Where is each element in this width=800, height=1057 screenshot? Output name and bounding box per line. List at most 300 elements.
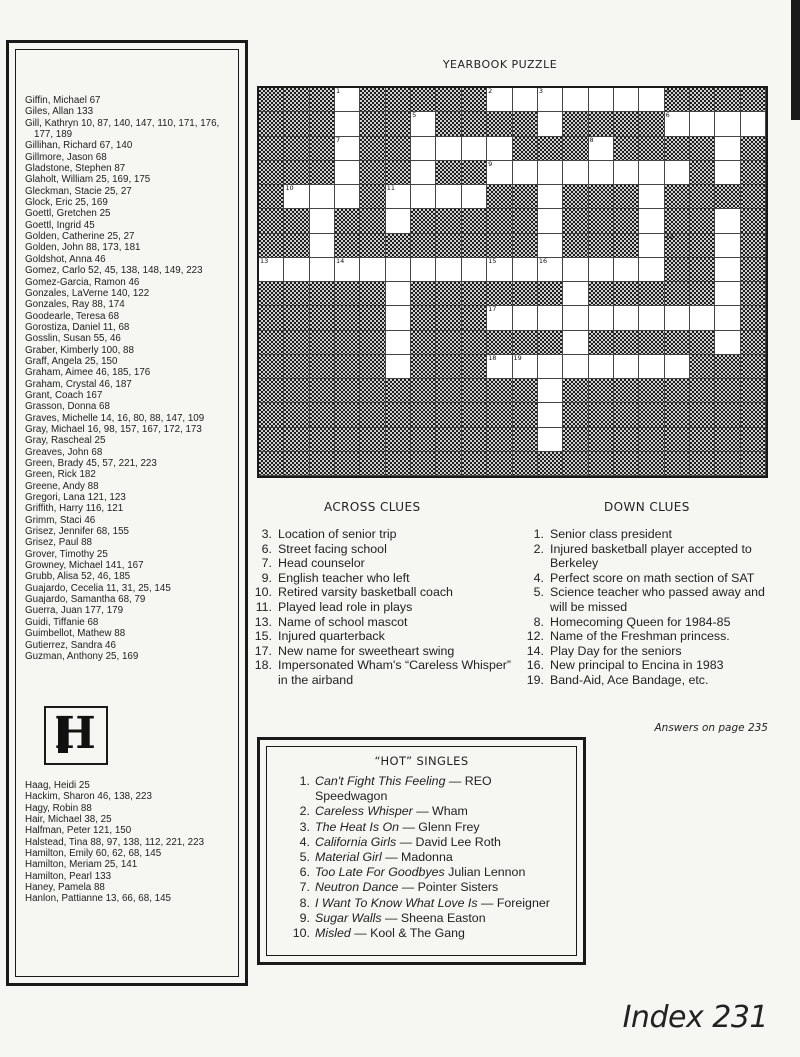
clue-number: 19 xyxy=(513,353,522,362)
grid-entry-cell[interactable] xyxy=(310,185,335,209)
grid-block-cell xyxy=(665,282,690,306)
grid-entry-cell[interactable] xyxy=(411,137,436,161)
grid-entry-cell[interactable] xyxy=(639,234,664,258)
across-clue xyxy=(252,571,520,586)
grid-block-cell xyxy=(741,88,766,112)
grid-block-cell xyxy=(690,88,715,112)
grid-entry-cell[interactable] xyxy=(538,185,563,209)
grid-entry-cell[interactable] xyxy=(614,306,639,330)
index-entry: Gonzales, Ray 88, 174 xyxy=(25,299,125,311)
clue-num: 2. xyxy=(533,541,544,556)
index-entry: Hamilton, Pearl 133 xyxy=(25,870,112,882)
grid-entry-cell[interactable] xyxy=(538,209,563,233)
grid-block-cell xyxy=(462,355,487,379)
grid-entry-cell[interactable] xyxy=(386,282,411,306)
grid-block-cell xyxy=(310,452,335,476)
single-text xyxy=(315,850,453,865)
down-clue xyxy=(524,542,766,571)
index-entry: Graves, Michelle 14, 16, 80, 88, 147, 109 xyxy=(25,412,205,424)
grid-block-cell xyxy=(259,137,284,161)
song-title: The Heat Is On xyxy=(315,819,400,834)
across-clue xyxy=(252,644,520,659)
grid-block-cell xyxy=(436,403,461,427)
index-entry: Grimm, Staci 46 xyxy=(25,514,96,526)
grid-entry-cell[interactable] xyxy=(538,379,563,403)
grid-entry-cell[interactable] xyxy=(563,161,588,185)
grid-entry-cell[interactable] xyxy=(335,185,360,209)
clue-number: 18 xyxy=(488,353,497,362)
grid-block-cell xyxy=(639,137,664,161)
grid-entry-cell[interactable] xyxy=(563,355,588,379)
grid-block-cell xyxy=(589,234,614,258)
crossword-grid xyxy=(257,86,768,478)
clue-num: 3. xyxy=(261,527,272,541)
index-entry: Guajardo, Cecelia 11, 31, 25, 145 xyxy=(25,582,171,594)
grid-block-cell xyxy=(589,428,614,452)
clue-number: 4 xyxy=(665,87,670,95)
grid-block-cell xyxy=(310,282,335,306)
grid-block-cell xyxy=(741,355,766,379)
grid-entry-cell[interactable] xyxy=(665,112,690,136)
index-entry: Guimbellot, Mathew 88 xyxy=(25,628,126,640)
grid-block-cell xyxy=(386,88,411,112)
grid-entry-cell[interactable] xyxy=(715,161,740,185)
grid-entry-cell[interactable] xyxy=(639,161,664,185)
grid-entry-cell[interactable] xyxy=(411,258,436,282)
single-item xyxy=(292,880,560,895)
grid-block-cell xyxy=(259,428,284,452)
grid-block-cell xyxy=(715,379,740,403)
grid-entry-cell[interactable] xyxy=(563,306,588,330)
index-entry: Gillihan, Richard 67, 140 xyxy=(25,140,133,152)
grid-entry-cell[interactable] xyxy=(436,258,461,282)
artist-name: Julian Lennon xyxy=(444,865,526,880)
grid-block-cell xyxy=(310,403,335,427)
index-entry: Guidi, Tiffanie 68 xyxy=(25,616,99,628)
grid-entry-cell[interactable] xyxy=(513,258,538,282)
grid-block-cell xyxy=(563,209,588,233)
grid-block-cell xyxy=(513,185,538,209)
index-entry: Hamilton, Emily 60, 62, 68, 145 xyxy=(25,848,162,860)
grid-block-cell xyxy=(589,331,614,355)
grid-entry-cell[interactable] xyxy=(487,306,512,330)
grid-block-cell xyxy=(411,379,436,403)
grid-block-cell xyxy=(284,306,309,330)
grid-entry-cell[interactable] xyxy=(310,258,335,282)
grid-block-cell xyxy=(436,161,461,185)
grid-block-cell xyxy=(487,403,512,427)
grid-block-cell xyxy=(690,428,715,452)
grid-entry-cell[interactable] xyxy=(335,161,360,185)
index-entry: Glock, Eric 25, 169 xyxy=(25,197,108,209)
index-entry: Grisez, Jennifer 68, 155 xyxy=(25,526,130,538)
across-heading: ACROSS CLUES xyxy=(324,500,421,514)
grid-block-cell xyxy=(639,112,664,136)
clue-num: 14. xyxy=(526,643,544,658)
single-rank: 10. xyxy=(292,926,310,941)
clue-num: 12. xyxy=(526,629,544,644)
grid-entry-cell[interactable] xyxy=(589,137,614,161)
grid-block-cell xyxy=(665,428,690,452)
grid-block-cell xyxy=(360,379,385,403)
grid-entry-cell[interactable] xyxy=(639,258,664,282)
grid-entry-cell[interactable] xyxy=(715,112,740,136)
grid-entry-cell[interactable] xyxy=(690,306,715,330)
grid-block-cell xyxy=(538,331,563,355)
grid-entry-cell[interactable] xyxy=(665,161,690,185)
grid-block-cell xyxy=(690,452,715,476)
grid-block-cell xyxy=(335,379,360,403)
index-entry: Guerra, Juan 177, 179 xyxy=(25,605,124,617)
grid-block-cell xyxy=(360,282,385,306)
grid-entry-cell[interactable] xyxy=(386,185,411,209)
grid-block-cell xyxy=(310,161,335,185)
song-title: I Want To Know What Love Is xyxy=(315,895,478,910)
puzzle-title: YEARBOOK PUZZLE xyxy=(442,58,558,71)
grid-entry-cell[interactable] xyxy=(411,112,436,136)
single-rank: 6. xyxy=(299,865,310,880)
grid-block-cell xyxy=(259,209,284,233)
grid-block-cell xyxy=(436,234,461,258)
clue-number: 3 xyxy=(538,87,543,95)
clue-num: 11. xyxy=(255,599,272,614)
grid-block-cell xyxy=(639,282,664,306)
index-entry: Goettl, Gretchen 25 xyxy=(25,208,111,220)
grid-entry-cell[interactable] xyxy=(411,161,436,185)
grid-block-cell xyxy=(284,209,309,233)
down-heading: DOWN CLUES xyxy=(604,500,690,514)
grid-block-cell xyxy=(386,137,411,161)
single-rank: 2. xyxy=(299,804,310,819)
single-item xyxy=(292,820,560,835)
grid-entry-cell[interactable] xyxy=(589,258,614,282)
grid-entry-cell[interactable] xyxy=(690,112,715,136)
index-entry: Goodearle, Teresa 68 xyxy=(25,310,120,322)
grid-block-cell xyxy=(284,112,309,136)
grid-entry-cell[interactable] xyxy=(538,88,563,112)
grid-block-cell xyxy=(665,88,690,112)
single-text xyxy=(315,926,465,941)
grid-block-cell xyxy=(741,379,766,403)
grid-entry-cell[interactable] xyxy=(462,185,487,209)
index-list-h xyxy=(25,780,230,905)
index-entry: Guajardo, Samantha 68, 79 xyxy=(25,594,146,606)
grid-entry-cell[interactable] xyxy=(487,258,512,282)
single-rank: 8. xyxy=(299,895,310,910)
grid-entry-cell[interactable] xyxy=(639,209,664,233)
grid-entry-cell[interactable] xyxy=(310,234,335,258)
grid-block-cell xyxy=(436,428,461,452)
index-entry: Green, Brady 45, 57, 221, 223 xyxy=(25,458,157,469)
song-title: Too Late For Goodbyes xyxy=(315,865,445,880)
single-text xyxy=(315,865,525,880)
index-entry: Gray, Michael 16, 98, 157, 167, 172, 173 xyxy=(25,423,202,435)
grid-entry-cell[interactable] xyxy=(335,112,360,136)
clue-number: 13 xyxy=(260,256,269,265)
grid-entry-cell[interactable] xyxy=(589,306,614,330)
down-clue xyxy=(524,527,766,542)
grid-entry-cell[interactable] xyxy=(563,88,588,112)
grid-entry-cell[interactable] xyxy=(589,161,614,185)
clue-text: New principal to Encina in 1983 xyxy=(550,658,724,673)
clue-num: 15. xyxy=(254,629,272,644)
grid-entry-cell[interactable] xyxy=(386,258,411,282)
grid-block-cell xyxy=(513,209,538,233)
grid-entry-cell[interactable] xyxy=(411,185,436,209)
clue-text: Name of the Freshman princess. xyxy=(550,629,730,644)
grid-entry-cell[interactable] xyxy=(487,88,512,112)
grid-block-cell xyxy=(259,185,284,209)
grid-block-cell xyxy=(614,331,639,355)
index-entry: Gutierrez, Sandra 46 xyxy=(25,639,116,651)
grid-block-cell xyxy=(715,355,740,379)
grid-entry-cell[interactable] xyxy=(614,258,639,282)
grid-block-cell xyxy=(665,209,690,233)
grid-entry-cell[interactable] xyxy=(360,258,385,282)
grid-block-cell xyxy=(462,379,487,403)
single-rank: 4. xyxy=(299,834,310,849)
grid-entry-cell[interactable] xyxy=(538,112,563,136)
grid-entry-cell[interactable] xyxy=(335,88,360,112)
grid-block-cell xyxy=(538,137,563,161)
index-entry: Giffin, Michael 67 xyxy=(25,95,101,106)
grid-entry-cell[interactable] xyxy=(310,209,335,233)
index-entry: Hamilton, Meriam 25, 141 xyxy=(25,859,138,871)
grid-entry-cell[interactable] xyxy=(284,185,309,209)
grid-block-cell xyxy=(284,331,309,355)
grid-block-cell xyxy=(259,282,284,306)
grid-entry-cell[interactable] xyxy=(715,137,740,161)
grid-entry-cell[interactable] xyxy=(639,306,664,330)
clue-text: Impersonated Wham's “Careless Whisper” in the airband xyxy=(278,658,512,687)
grid-entry-cell[interactable] xyxy=(513,306,538,330)
hot-singles-list xyxy=(292,774,560,941)
across-clue xyxy=(252,556,520,571)
grid-block-cell xyxy=(411,88,436,112)
grid-block-cell xyxy=(513,379,538,403)
grid-entry-cell[interactable] xyxy=(639,355,664,379)
index-entry: Gomez-Garcia, Ramon 46 xyxy=(25,276,140,288)
grid-entry-cell[interactable] xyxy=(513,355,538,379)
single-item xyxy=(292,804,560,819)
grid-block-cell xyxy=(360,185,385,209)
grid-entry-cell[interactable] xyxy=(665,306,690,330)
grid-block-cell xyxy=(690,234,715,258)
grid-entry-cell[interactable] xyxy=(513,161,538,185)
grid-block-cell xyxy=(690,185,715,209)
grid-block-cell xyxy=(386,234,411,258)
grid-entry-cell[interactable] xyxy=(715,331,740,355)
hot-singles-title: “HOT” SINGLES xyxy=(374,754,469,768)
grid-entry-cell[interactable] xyxy=(538,428,563,452)
down-clue xyxy=(524,629,766,644)
across-clue xyxy=(252,542,520,557)
grid-entry-cell[interactable] xyxy=(487,161,512,185)
across-clue xyxy=(252,585,520,600)
grid-block-cell xyxy=(411,209,436,233)
grid-entry-cell[interactable] xyxy=(715,282,740,306)
index-entry: Grasson, Donna 68 xyxy=(25,401,110,413)
grid-entry-cell[interactable] xyxy=(462,258,487,282)
grid-block-cell xyxy=(310,428,335,452)
clue-text: Science teacher who passed away and will be missed xyxy=(550,585,765,614)
grid-block-cell xyxy=(741,331,766,355)
clue-text: Injured quarterback xyxy=(278,629,385,644)
grid-block-cell xyxy=(310,88,335,112)
grid-block-cell xyxy=(487,428,512,452)
grid-entry-cell[interactable] xyxy=(639,88,664,112)
grid-block-cell xyxy=(589,209,614,233)
grid-block-cell xyxy=(360,331,385,355)
grid-entry-cell[interactable] xyxy=(436,185,461,209)
clue-num: 5. xyxy=(533,585,544,600)
grid-block-cell xyxy=(487,112,512,136)
clue-num: 16. xyxy=(526,658,544,673)
grid-entry-cell[interactable] xyxy=(589,355,614,379)
single-rank: 1. xyxy=(299,774,310,788)
grid-block-cell xyxy=(335,234,360,258)
clue-text: Location of senior trip xyxy=(278,527,397,541)
grid-entry-cell[interactable] xyxy=(513,88,538,112)
grid-entry-cell[interactable] xyxy=(335,258,360,282)
grid-block-cell xyxy=(310,137,335,161)
index-entry: Gregori, Lana 121, 123 xyxy=(25,492,126,504)
grid-entry-cell[interactable] xyxy=(386,306,411,330)
grid-block-cell xyxy=(360,112,385,136)
index-entry: Gonzales, LaVerne 140, 122 xyxy=(25,287,150,299)
grid-block-cell xyxy=(538,452,563,476)
clue-num: 1. xyxy=(533,527,544,541)
grid-entry-cell[interactable] xyxy=(614,88,639,112)
grid-entry-cell[interactable] xyxy=(284,258,309,282)
grid-entry-cell[interactable] xyxy=(259,258,284,282)
clue-text: Head counselor xyxy=(278,556,365,571)
section-letter-box xyxy=(44,706,108,765)
clue-num: 6. xyxy=(261,541,272,556)
grid-block-cell xyxy=(436,331,461,355)
artist-name: — Wham xyxy=(412,804,468,819)
grid-block-cell xyxy=(690,403,715,427)
grid-block-cell xyxy=(715,452,740,476)
grid-block-cell xyxy=(335,282,360,306)
clue-text: Played lead role in plays xyxy=(278,599,413,614)
grid-block-cell xyxy=(563,403,588,427)
grid-block-cell xyxy=(386,452,411,476)
grid-entry-cell[interactable] xyxy=(715,209,740,233)
grid-block-cell xyxy=(462,209,487,233)
grid-entry-cell[interactable] xyxy=(665,355,690,379)
grid-block-cell xyxy=(589,185,614,209)
clue-number: 15 xyxy=(488,256,497,265)
grid-block-cell xyxy=(462,112,487,136)
grid-block-cell xyxy=(639,379,664,403)
grid-block-cell xyxy=(284,355,309,379)
artist-name: — Pointer Sisters xyxy=(398,880,499,895)
across-clues xyxy=(252,527,520,688)
grid-entry-cell[interactable] xyxy=(487,355,512,379)
artist-name: — Kool & The Gang xyxy=(350,926,465,941)
clue-num: 17. xyxy=(254,643,272,658)
single-text xyxy=(315,896,550,911)
single-item xyxy=(292,835,560,850)
grid-entry-cell[interactable] xyxy=(335,137,360,161)
grid-entry-cell[interactable] xyxy=(563,331,588,355)
grid-block-cell xyxy=(741,234,766,258)
grid-entry-cell[interactable] xyxy=(538,161,563,185)
grid-block-cell xyxy=(639,428,664,452)
clue-number: 1 xyxy=(336,87,341,95)
grid-entry-cell[interactable] xyxy=(614,161,639,185)
grid-block-cell xyxy=(589,282,614,306)
grid-block-cell xyxy=(487,282,512,306)
grid-entry-cell[interactable] xyxy=(563,258,588,282)
grid-block-cell xyxy=(284,137,309,161)
grid-entry-cell[interactable] xyxy=(462,137,487,161)
grid-block-cell xyxy=(665,403,690,427)
grid-entry-cell[interactable] xyxy=(538,355,563,379)
clue-number: 8 xyxy=(589,135,594,144)
single-item xyxy=(292,850,560,865)
song-title: Sugar Walls xyxy=(315,910,382,925)
clue-text: Band-Aid, Ace Bandage, etc. xyxy=(550,672,709,687)
grid-entry-cell[interactable] xyxy=(715,306,740,330)
grid-entry-cell[interactable] xyxy=(715,258,740,282)
grid-entry-cell[interactable] xyxy=(386,209,411,233)
grid-entry-cell[interactable] xyxy=(563,282,588,306)
grid-entry-cell[interactable] xyxy=(538,258,563,282)
grid-block-cell xyxy=(284,234,309,258)
grid-block-cell xyxy=(259,355,284,379)
index-entry: Graham, Aimee 46, 185, 176 xyxy=(25,367,151,379)
grid-entry-cell[interactable] xyxy=(538,403,563,427)
grid-block-cell xyxy=(259,112,284,136)
grid-entry-cell[interactable] xyxy=(487,137,512,161)
grid-block-cell xyxy=(665,137,690,161)
grid-entry-cell[interactable] xyxy=(538,234,563,258)
clue-number: 16 xyxy=(538,256,548,265)
grid-block-cell xyxy=(360,137,385,161)
clue-text: Name of school mascot xyxy=(278,614,408,629)
down-clue xyxy=(524,673,766,688)
grid-entry-cell[interactable] xyxy=(386,355,411,379)
grid-block-cell xyxy=(310,355,335,379)
grid-entry-cell[interactable] xyxy=(614,355,639,379)
grid-block-cell xyxy=(563,185,588,209)
clue-num: 7. xyxy=(261,556,272,571)
clue-num: 4. xyxy=(533,570,544,585)
grid-entry-cell[interactable] xyxy=(538,306,563,330)
grid-block-cell xyxy=(614,379,639,403)
grid-block-cell xyxy=(386,428,411,452)
grid-entry-cell[interactable] xyxy=(741,112,766,136)
grid-entry-cell[interactable] xyxy=(386,331,411,355)
grid-block-cell xyxy=(690,258,715,282)
grid-entry-cell[interactable] xyxy=(436,137,461,161)
index-entry: Graber, Kimberly 100, 88 xyxy=(25,344,134,356)
index-entry: Growney, Michael 141, 167 xyxy=(25,560,144,572)
grid-block-cell xyxy=(563,428,588,452)
grid-entry-cell[interactable] xyxy=(589,88,614,112)
index-entry: Gray, Rascheal 25 xyxy=(25,435,106,447)
grid-entry-cell[interactable] xyxy=(639,185,664,209)
clue-number: 7 xyxy=(336,135,341,144)
grid-entry-cell[interactable] xyxy=(715,234,740,258)
grid-block-cell xyxy=(462,403,487,427)
grid-block-cell xyxy=(665,452,690,476)
grid-block-cell xyxy=(741,137,766,161)
grid-block-cell xyxy=(741,282,766,306)
grid-block-cell xyxy=(589,112,614,136)
